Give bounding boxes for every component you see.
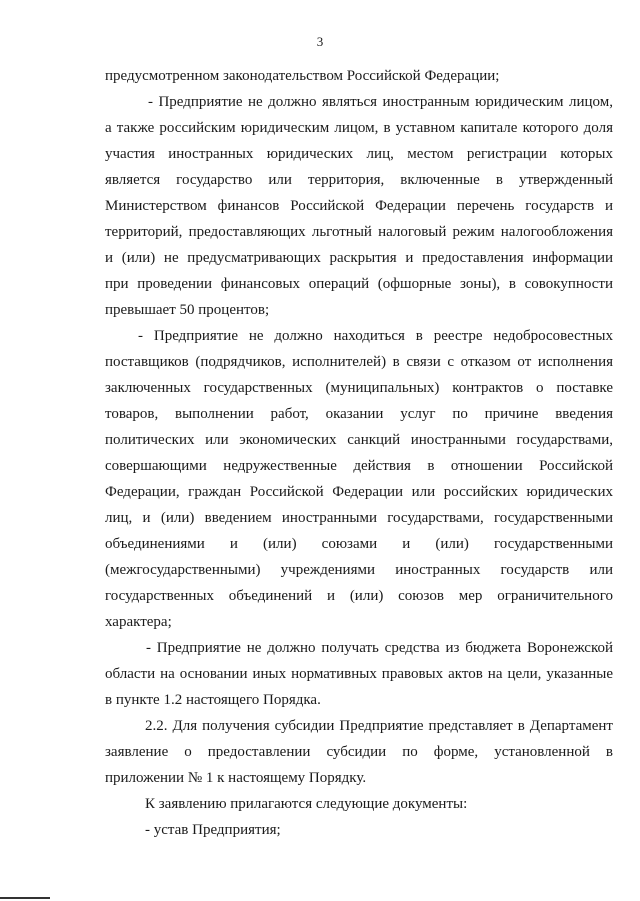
text-line: в пункте 1.2 настоящего Порядка. — [105, 692, 321, 708]
text-line: - устав Предприятия; — [145, 822, 281, 838]
text-line: лиц, и (или) введением иностранными государствами, государственными — [105, 510, 613, 526]
text-line: заявление о предоставлении субсидии по форме, установленной в — [105, 744, 613, 760]
text-line: поставщиков (подрядчиков, исполнителей) в связи с отказом от исполнения — [105, 354, 613, 370]
text-line: политических или экономических санкций иностранными государствами, — [105, 432, 613, 448]
text-line: - Предприятие не должно получать средства из бюджета Воронежской — [146, 640, 613, 656]
text-line: превышает 50 процентов; — [105, 302, 270, 318]
scan-edge-mark — [0, 897, 50, 899]
document-body — [105, 63, 613, 843]
text-line: приложении № 1 к настоящему Порядку. — [105, 770, 367, 786]
text-line: государственных объединений и (или) союзов мер ограничительного — [105, 588, 613, 604]
text-line: характера; — [105, 614, 172, 630]
text-line: Министерством финансов Российской Федерации перечень государств и — [105, 198, 613, 214]
text-line: К заявлению прилагаются следующие документы: — [145, 796, 468, 812]
text-line: заключенных государственных (муниципальных) контрактов о поставке — [105, 380, 613, 396]
text-line: территорий, предоставляющих льготный налоговый режим налогообложения — [105, 224, 613, 240]
text-line: совершающими недружественные действия в отношении Российской — [105, 458, 613, 474]
text-line: является государство или территория, включенные в утвержденный — [105, 172, 613, 188]
text-line: - Предприятие не должно находиться в реестре недобросовестных — [138, 328, 613, 344]
text-line: участия иностранных юридических лиц, местом регистрации которых — [105, 146, 613, 162]
page-number: 3 — [316, 34, 324, 49]
text-line: Федерации, граждан Российской Федерации или российских юридических — [105, 484, 613, 500]
text-line: 2.2. Для получения субсидии Предприятие представляет в Департамент — [145, 718, 613, 734]
text-line: и (или) не предусматривающих раскрытия и предоставления информации — [105, 250, 613, 266]
text-line: области на основании иных нормативных правовых актов на цели, указанные — [105, 666, 613, 682]
text-line: предусмотренном законодательством Российской Федерации; — [105, 68, 500, 84]
text-line: - Предприятие не должно являться иностранным юридическим лицом, — [148, 94, 613, 110]
text-line: объединениями и (или) союзами и (или) государственными — [105, 536, 613, 552]
text-line: а также российским юридическим лицом, в уставном капитале которого доля — [105, 120, 613, 136]
text-line: при проведении финансовых операций (офшорные зоны), в совокупности — [105, 276, 613, 292]
text-line: товаров, выполнении работ, оказании услуг по причине введения — [105, 406, 613, 422]
text-line: (межгосударственными) учреждениями иностранных государств или — [105, 562, 613, 578]
